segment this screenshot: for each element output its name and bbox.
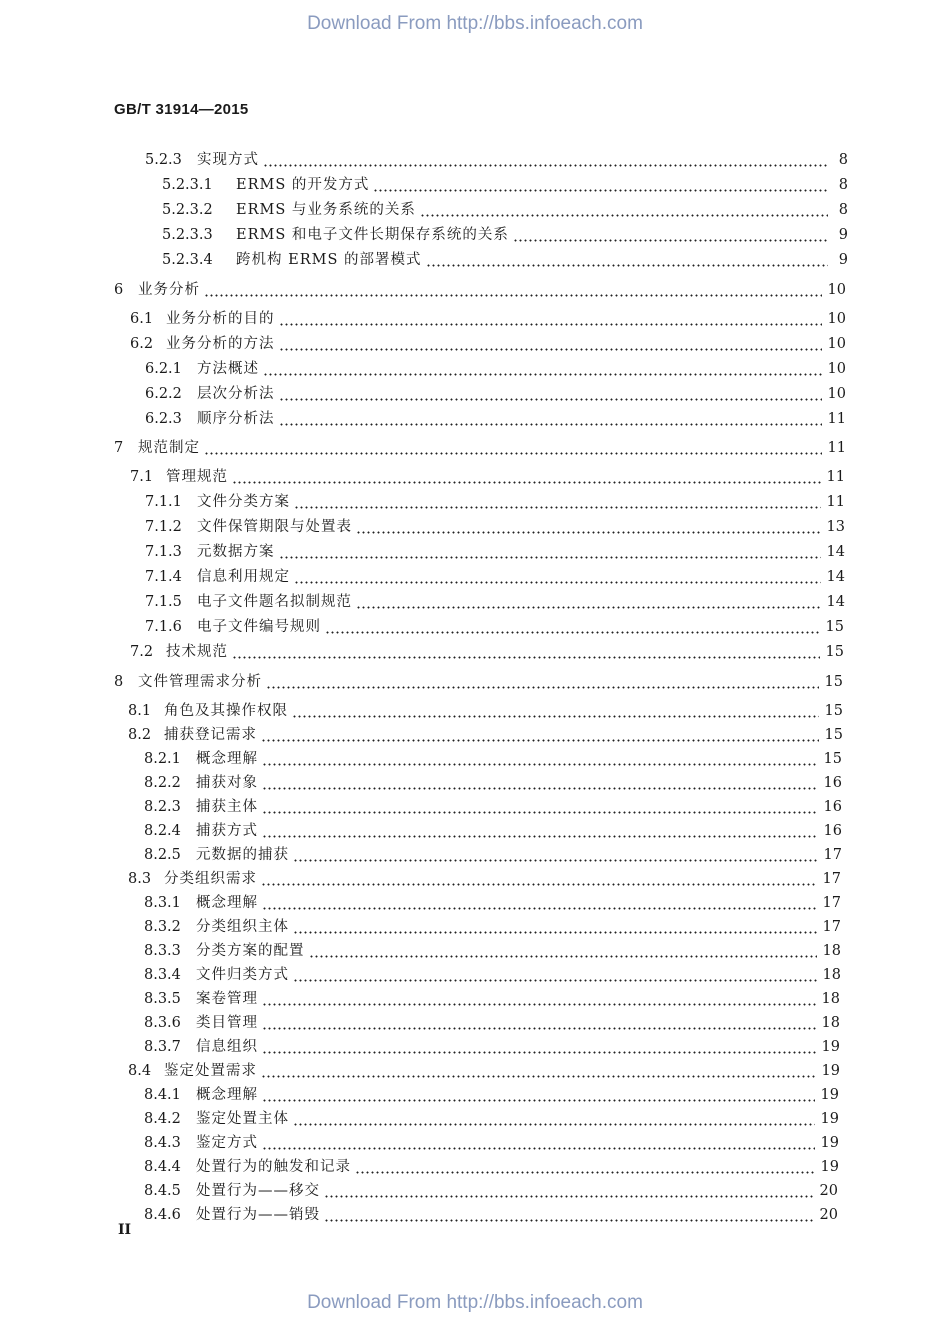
toc-entry-title: ERMS 的开发方式 [236,177,370,193]
toc-entry-page: 19 [820,1159,839,1175]
dot-leader [262,990,816,1008]
toc-entry-number: 8.4.1 [144,1087,181,1103]
toc-entry[interactable] [144,1178,838,1200]
toc-entry-page: 10 [827,282,846,298]
toc-entry-title: 技术规范 [166,644,228,660]
toc-entry-page: 14 [826,544,845,560]
toc-entry-title: 鉴定处置需求 [164,1063,257,1079]
toc-entry[interactable] [145,147,848,169]
dot-leader [426,251,829,269]
toc-entry[interactable] [144,890,841,912]
toc-entry-number: 8.4.3 [144,1135,181,1151]
toc-entry-page: 17 [822,895,841,911]
toc-entry-page: 16 [823,775,842,791]
toc-entry-title: 捕获登记需求 [164,727,257,743]
toc-entry[interactable] [144,1082,839,1104]
toc-entry-number: 8 [114,674,124,690]
toc-entry[interactable] [162,247,848,269]
dot-leader [262,774,818,792]
toc-entry-number: 8.4.6 [144,1207,181,1223]
toc-entry-number: 7.1.2 [145,519,182,535]
dot-leader [356,593,821,611]
toc-entry[interactable] [144,1106,839,1128]
toc-entry-page: 19 [821,1063,840,1079]
dot-leader [324,1182,814,1200]
toc-entry-title: 信息组织 [196,1039,258,1055]
dot-leader [263,360,822,378]
toc-entry-number: 6 [114,282,124,298]
dot-leader [279,385,822,403]
toc-entry-number: 8.1 [128,703,152,719]
dot-leader [513,226,828,244]
dot-leader [356,518,821,536]
toc-entry-page: 20 [819,1207,838,1223]
toc-entry-number: 6.2.1 [145,361,182,377]
toc-entry-number: 7.1 [130,469,154,485]
toc-entry-page: 10 [827,311,846,327]
toc-entry-number: 6.1 [130,311,154,327]
standard-code: GB/T 31914—2015 [114,101,249,118]
toc-entry-page: 19 [820,1135,839,1151]
toc-entry-number: 6.2.3 [145,411,182,427]
dot-leader [293,966,817,984]
toc-entry[interactable] [144,1010,840,1032]
toc-entry-title: 捕获主体 [196,799,258,815]
toc-entry[interactable] [128,698,843,720]
toc-entry[interactable] [144,1154,839,1176]
toc-entry-page: 18 [822,967,841,983]
watermark-bottom: Download From http://bbs.infoeach.com [307,1292,643,1313]
toc-entry-page: 15 [825,644,844,660]
toc-entry[interactable] [130,464,845,486]
toc-entry-number: 8.3.2 [144,919,181,935]
toc-entry-number: 6.2 [130,336,154,352]
toc-entry-page: 9 [838,252,848,268]
toc-entry-title: 管理规范 [166,469,228,485]
toc-entry-title: 案卷管理 [196,991,258,1007]
toc-entry-number: 5.2.3.3 [162,227,213,243]
dot-leader [294,568,821,586]
toc-entry-title: 顺序分析法 [197,411,275,427]
dot-leader [204,281,822,299]
toc-entry-number: 8.2.4 [144,823,181,839]
toc-entry-page: 17 [822,919,841,935]
toc-entry-title: 文件分类方案 [197,494,290,510]
dot-leader [204,439,822,457]
toc-entry[interactable] [144,938,841,960]
toc-entry-title: 实现方式 [197,152,259,168]
toc-entry-number: 7.1.3 [145,544,182,560]
toc-entry-page: 19 [820,1111,839,1127]
toc-entry[interactable] [162,197,848,219]
toc-entry-title: 概念理解 [196,751,258,767]
toc-entry-page: 20 [819,1183,838,1199]
dot-leader [324,1206,814,1224]
toc-entry[interactable] [145,614,844,636]
toc-entry-title: 文件管理需求分析 [138,674,262,690]
dot-leader [262,798,818,816]
toc-entry-title: 业务分析的方法 [166,336,275,352]
toc-entry[interactable] [162,172,848,194]
toc-entry-title: 类目管理 [196,1015,258,1031]
toc-entry[interactable] [144,986,840,1008]
toc-entry-number: 7.1.4 [145,569,182,585]
toc-entry-title: 业务分析的目的 [166,311,275,327]
toc-entry-page: 11 [827,411,846,427]
toc-entry-number: 7.1.5 [145,594,182,610]
toc-entry-title: 处置行为——销毁 [196,1207,320,1223]
dot-leader [293,846,818,864]
toc-entry-title: 鉴定方式 [196,1135,258,1151]
toc-entry-title: 电子文件编号规则 [197,619,321,635]
dot-leader [261,870,817,888]
toc-entry[interactable] [130,306,846,328]
dot-leader [293,918,817,936]
dot-leader [262,750,818,768]
dot-leader [263,151,828,169]
dot-leader [262,894,817,912]
toc-entry-title: 捕获对象 [196,775,258,791]
toc-entry[interactable] [145,381,846,403]
toc-entry-number: 8.2.3 [144,799,181,815]
toc-entry[interactable] [162,222,848,244]
toc-entry-page: 9 [838,227,848,243]
toc-entry-title: 文件保管期限与处置表 [197,519,352,535]
toc-entry-number: 7.1.6 [145,619,182,635]
dot-leader [294,493,821,511]
toc-entry-page: 14 [826,594,845,610]
dot-leader [309,942,817,960]
toc-entry[interactable] [144,746,842,768]
toc-entry-page: 8 [838,202,848,218]
toc-entry-page: 15 [825,619,844,635]
toc-entry-title: 概念理解 [196,895,258,911]
toc-entry-page: 18 [822,943,841,959]
toc-entry-title: 文件归类方式 [196,967,289,983]
dot-leader [279,310,822,328]
toc-entry-number: 8.2 [128,727,152,743]
toc-entry-page: 11 [826,469,845,485]
toc-entry-title: 处置行为的触发和记录 [196,1159,351,1175]
toc-entry-number: 8.2.5 [144,847,181,863]
toc-entry-page: 11 [826,494,845,510]
dot-leader [262,822,818,840]
toc-entry-number: 8.2.1 [144,751,181,767]
toc-entry-number: 7.1.1 [145,494,182,510]
toc-entry-title: 处置行为——移交 [196,1183,320,1199]
toc-entry[interactable] [145,514,845,536]
toc-entry[interactable] [145,539,845,561]
dot-leader [279,543,821,561]
toc-entry-title: ERMS 与业务系统的关系 [236,202,416,218]
toc-entry[interactable] [144,842,842,864]
toc-entry-number: 5.2.3 [145,152,182,168]
toc-entry[interactable] [144,1130,839,1152]
toc-entry-page: 16 [823,823,842,839]
toc-entry[interactable] [114,277,846,299]
toc-entry[interactable] [144,1034,840,1056]
dot-leader [232,643,820,661]
toc-entry[interactable] [128,866,841,888]
toc-entry-number: 6.2.2 [145,386,182,402]
dot-leader [262,1134,815,1152]
toc-entry[interactable] [145,356,846,378]
toc-entry[interactable] [128,1058,840,1080]
toc-entry-page: 17 [823,847,842,863]
toc-entry[interactable] [128,722,843,744]
toc-entry-page: 8 [838,152,848,168]
toc-entry[interactable] [145,489,845,511]
toc-entry-number: 5.2.3.4 [162,252,213,268]
dot-leader [262,1014,816,1032]
dot-leader [262,1086,815,1104]
toc-entry[interactable] [145,589,845,611]
toc-entry-page: 15 [824,703,843,719]
dot-leader [420,201,828,219]
toc-entry[interactable] [114,669,843,691]
toc-entry-number: 8.3.6 [144,1015,181,1031]
toc-entry-number: 8.3.4 [144,967,181,983]
toc-entry-title: 分类组织主体 [196,919,289,935]
dot-leader [279,335,822,353]
toc-entry-title: 分类组织需求 [164,871,257,887]
toc-entry[interactable] [114,435,846,457]
toc-entry-title: 捕获方式 [196,823,258,839]
dot-leader [373,176,828,194]
toc-entry[interactable] [144,818,842,840]
toc-entry-number: 8.3.3 [144,943,181,959]
toc-entry-page: 8 [838,177,848,193]
toc-entry-title: 规范制定 [138,440,200,456]
dot-leader [325,618,820,636]
toc-entry-number: 8.4.5 [144,1183,181,1199]
toc-entry-page: 11 [827,440,846,456]
toc-entry-title: 信息利用规定 [197,569,290,585]
toc-entry-title: 元数据的捕获 [196,847,289,863]
toc-entry[interactable] [130,639,844,661]
toc-entry[interactable] [144,962,841,984]
toc-entry-number: 8.3 [128,871,152,887]
toc-entry-page: 17 [822,871,841,887]
toc-entry-title: 跨机构 ERMS 的部署模式 [236,252,422,268]
dot-leader [261,726,819,744]
toc-entry-number: 8.2.2 [144,775,181,791]
dot-leader [262,1038,816,1056]
dot-leader [293,1110,815,1128]
dot-leader [279,410,822,428]
toc-entry-number: 8.4 [128,1063,152,1079]
toc-entry[interactable] [145,564,845,586]
toc-entry-number: 8.4.2 [144,1111,181,1127]
toc-entry[interactable] [144,914,841,936]
toc-entry-page: 19 [821,1039,840,1055]
toc-entry-title: 角色及其操作权限 [164,703,288,719]
toc-entry-page: 10 [827,361,846,377]
page-number: II [118,1222,132,1238]
dot-leader [355,1158,815,1176]
toc-entry[interactable] [144,770,842,792]
toc-entry-page: 18 [821,1015,840,1031]
toc-entry-page: 15 [823,751,842,767]
toc-entry-title: 概念理解 [196,1087,258,1103]
toc-entry-page: 16 [823,799,842,815]
toc-entry-page: 19 [820,1087,839,1103]
watermark-top: Download From http://bbs.infoeach.com [307,13,643,34]
toc-entry-page: 18 [821,991,840,1007]
toc-entry-number: 8.3.1 [144,895,181,911]
toc-entry-title: 层次分析法 [197,386,275,402]
dot-leader [261,1062,816,1080]
toc-entry-number: 5.2.3.2 [162,202,213,218]
toc-entry-page: 10 [827,336,846,352]
toc-entry-number: 7.2 [130,644,154,660]
toc-entry[interactable] [144,1202,838,1224]
toc-entry-title: 电子文件题名拟制规范 [197,594,352,610]
toc-entry[interactable] [130,331,846,353]
toc-entry[interactable] [145,406,846,428]
toc-entry-number: 8.4.4 [144,1159,181,1175]
toc-entry-number: 8.3.5 [144,991,181,1007]
toc-entry-number: 5.2.3.1 [162,177,213,193]
dot-leader [292,702,819,720]
toc-entry-title: 元数据方案 [197,544,275,560]
toc-entry-number: 7 [114,440,124,456]
toc-entry-page: 10 [827,386,846,402]
toc-entry-title: 方法概述 [197,361,259,377]
toc-entry-page: 14 [826,569,845,585]
toc-entry-page: 13 [826,519,845,535]
toc-entry-page: 15 [824,727,843,743]
toc-entry-title: 分类方案的配置 [196,943,305,959]
toc-entry-number: 8.3.7 [144,1039,181,1055]
toc-entry[interactable] [144,794,842,816]
toc-entry-title: 鉴定处置主体 [196,1111,289,1127]
dot-leader [232,468,821,486]
toc-entry-title: ERMS 和电子文件长期保存系统的关系 [236,227,509,243]
toc-entry-page: 15 [824,674,843,690]
dot-leader [266,673,819,691]
toc-entry-title: 业务分析 [138,282,200,298]
